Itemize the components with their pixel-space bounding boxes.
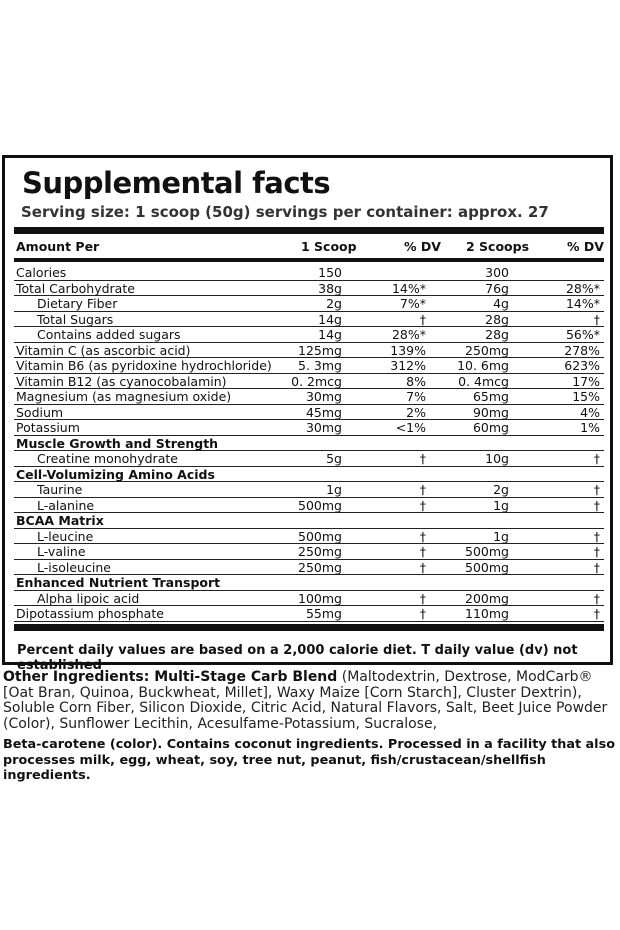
amount-1-scoop: 100mg [298, 590, 342, 606]
section-heading [14, 575, 604, 591]
dv-2-scoops: † [593, 451, 600, 466]
dv-2-scoops: † [593, 497, 600, 513]
nutrient-name: L-leucine [37, 528, 94, 544]
dv-1-scoop: † [419, 311, 426, 327]
table-row [14, 312, 604, 328]
table-row [14, 451, 604, 467]
nutrient-name: Taurine [37, 482, 83, 497]
amount-1-scoop: 38g [318, 280, 342, 296]
nutrient-name: Calories [16, 265, 67, 280]
header-dv-1: % DV [404, 239, 441, 254]
amount-2-scoops: 28g [485, 327, 509, 342]
amount-1-scoop: 1g [326, 482, 342, 497]
amount-2-scoops: 500mg [465, 544, 509, 559]
amount-1-scoop: 14g [318, 311, 342, 327]
nutrient-name: L-alanine [37, 497, 95, 513]
section-label: Muscle Growth and Strength [16, 435, 219, 451]
amount-2-scoops: 1g [493, 528, 509, 544]
daily-value-footnote: Percent daily values are based on a 2,000 calorie diet. T daily value (dv) not established [17, 643, 578, 673]
top-divider [14, 227, 604, 234]
amount-1-scoop: 250mg [298, 544, 342, 559]
amount-2-scoops: 2g [493, 482, 509, 497]
dv-2-scoops: 56%* [565, 327, 600, 342]
dv-2-scoops: 278% [564, 342, 600, 358]
amount-1-scoop: 250mg [298, 559, 342, 575]
amount-2-scoops: 0. 4mcg [458, 373, 509, 389]
table-row [14, 343, 604, 359]
section-label: Cell-Volumizing Amino Acids [16, 466, 215, 482]
table-body [14, 265, 604, 622]
amount-2-scoops: 90mg [472, 404, 509, 420]
ingredients-label: Other Ingredients: Multi-Stage Carb Blend [3, 669, 338, 685]
dv-2-scoops: † [593, 590, 600, 606]
dv-1-scoop: 312% [390, 358, 426, 373]
allergen-statement: Beta-carotene (color). Contains coconut ingredients. Processed in a facility that also processes milk, egg, wheat, soy, tree nut, peanut, fish/crustacean/shellfish ingredients. [3, 737, 615, 783]
amount-1-scoop: 5g [326, 451, 342, 466]
amount-1-scoop: 14g [318, 327, 342, 342]
header-2-scoops: 2 Scoops [466, 239, 530, 254]
amount-2-scoops: 76g [485, 280, 509, 296]
dv-1-scoop: <1% [395, 420, 426, 435]
amount-2-scoops: 1g [493, 497, 509, 513]
dv-2-scoops: † [593, 482, 600, 497]
dv-2-scoops: † [593, 311, 600, 327]
amount-2-scoops: 300 [485, 265, 509, 280]
dv-2-scoops: 15% [572, 389, 600, 404]
table-row [14, 420, 604, 436]
nutrient-name: Creatine monohydrate [37, 451, 178, 466]
nutrient-name: Alpha lipoic acid [37, 590, 140, 606]
amount-2-scoops: 4g [493, 296, 509, 311]
dv-2-scoops: 17% [572, 373, 600, 389]
header-divider [14, 258, 604, 262]
dv-1-scoop: † [419, 451, 426, 466]
dv-1-scoop: † [419, 606, 426, 621]
amount-2-scoops: 10g [485, 451, 509, 466]
nutrient-name: L-isoleucine [37, 559, 111, 575]
nutrient-name: Vitamin B6 (as pyridoxine hydrochloride) [16, 358, 272, 373]
ingredients-text: (Maltodextrin, Dextrose, ModCarb® [Oat Bran, Quinoa, Buckwheat, Millet], Waxy Maize [Corn Starch], Cluster Dextrin), Soluble Corn Fiber, Silicon Dioxide, Citric Acid, Natural Flavors, Salt, Beet Juice Powder (Color), Sunflower Lecithin, Acesulfame-Potassium, Sucralose, [3, 669, 608, 732]
amount-1-scoop: 5. 3mg [298, 358, 342, 373]
serving-size: Serving size: 1 scoop (50g) servings per container: approx. 27 [21, 203, 549, 221]
table-row [14, 606, 604, 622]
amount-2-scoops: 28g [485, 311, 509, 327]
table-row [14, 281, 604, 297]
nutrient-name: Total Sugars [37, 311, 114, 327]
dv-1-scoop: † [419, 482, 426, 497]
amount-2-scoops: 250mg [465, 342, 509, 358]
amount-1-scoop: 150 [318, 265, 342, 280]
table-row [14, 405, 604, 421]
dv-1-scoop: 7%* [399, 296, 426, 311]
dv-1-scoop: 8% [406, 373, 426, 389]
amount-1-scoop: 45mg [305, 404, 342, 420]
dv-2-scoops: † [593, 606, 600, 621]
dv-1-scoop: 14%* [391, 280, 426, 296]
header-dv-2: % DV [567, 239, 604, 254]
nutrient-name: Contains added sugars [37, 327, 181, 342]
amount-1-scoop: 500mg [298, 497, 342, 513]
section-label: BCAA Matrix [16, 513, 104, 528]
nutrition-table [14, 236, 604, 631]
table-row [14, 358, 604, 374]
amount-2-scoops: 110mg [465, 606, 509, 621]
supplement-facts-panel [2, 155, 613, 673]
table-row [14, 560, 604, 576]
table-header [14, 236, 604, 258]
table-row [14, 529, 604, 545]
amount-2-scoops: 65mg [472, 389, 509, 404]
amount-1-scoop: 500mg [298, 528, 342, 544]
dv-2-scoops: † [593, 559, 600, 575]
section-heading [14, 513, 604, 529]
dv-1-scoop: 28%* [391, 327, 426, 342]
nutrient-name: Potassium [16, 420, 80, 435]
dv-1-scoop: † [419, 544, 426, 559]
section-label: Enhanced Nutrient Transport [16, 575, 221, 590]
amount-2-scoops: 60mg [472, 420, 509, 435]
other-ingredients [3, 670, 615, 732]
table-row [14, 374, 604, 390]
amount-1-scoop: 30mg [305, 420, 342, 435]
amount-2-scoops: 10. 6mg [457, 358, 509, 373]
dv-2-scoops: 14%* [565, 296, 600, 311]
nutrient-name: L-valine [37, 544, 86, 559]
nutrient-name: Total Carbohydrate [16, 280, 135, 296]
table-row [14, 389, 604, 405]
dv-2-scoops: 4% [580, 404, 600, 420]
dv-2-scoops: † [593, 528, 600, 544]
dv-1-scoop: † [419, 590, 426, 606]
dv-2-scoops: 1% [580, 420, 600, 435]
dv-1-scoop: 139% [390, 342, 426, 358]
dv-2-scoops: † [593, 544, 600, 559]
nutrient-name: Vitamin C (as ascorbic acid) [16, 342, 191, 358]
amount-1-scoop: 2g [326, 296, 342, 311]
dv-1-scoop: 7% [406, 389, 426, 404]
amount-1-scoop: 55mg [305, 606, 342, 621]
dv-1-scoop: 2% [406, 404, 426, 420]
table-row [14, 544, 604, 560]
dv-1-scoop: † [419, 497, 426, 513]
amount-1-scoop: 125mg [298, 342, 342, 358]
table-row [14, 591, 604, 607]
amount-2-scoops: 500mg [465, 559, 509, 575]
dv-1-scoop: † [419, 559, 426, 575]
nutrient-name: Vitamin B12 (as cyanocobalamin) [16, 373, 227, 389]
header-1-scoop: 1 Scoop [301, 239, 357, 254]
bottom-divider [14, 624, 604, 631]
amount-1-scoop: 30mg [305, 389, 342, 404]
table-row [14, 296, 604, 312]
panel-title: Supplemental facts [22, 166, 331, 200]
amount-2-scoops: 200mg [465, 590, 509, 606]
table-row [14, 498, 604, 514]
section-heading [14, 467, 604, 483]
nutrient-name: Dietary Fiber [37, 296, 118, 311]
table-row [14, 482, 604, 498]
nutrient-name: Sodium [16, 404, 64, 420]
table-row [14, 265, 604, 281]
nutrient-name: Dipotassium phosphate [16, 606, 164, 621]
table-row [14, 327, 604, 343]
dv-2-scoops: 623% [564, 358, 600, 373]
nutrient-name: Magnesium (as magnesium oxide) [16, 389, 232, 404]
dv-1-scoop: † [419, 528, 426, 544]
amount-1-scoop: 0. 2mcg [291, 373, 342, 389]
header-amount-per: Amount Per [16, 239, 100, 254]
dv-2-scoops: 28%* [565, 280, 600, 296]
section-heading [14, 436, 604, 452]
